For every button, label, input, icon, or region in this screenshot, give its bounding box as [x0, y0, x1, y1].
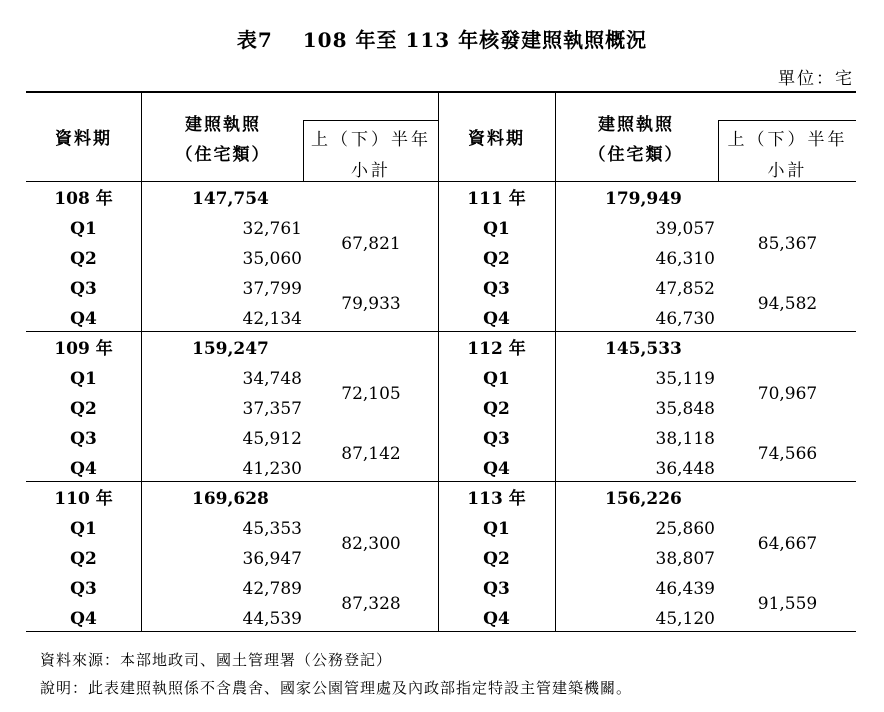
year-label: 109 年 [54, 339, 113, 359]
quarter-label: Q1 [70, 519, 97, 539]
quarter-value: 34,748 [242, 369, 302, 389]
half-year-subtotal: 87,328 [341, 594, 401, 614]
quarter-value: 32,761 [242, 219, 302, 239]
quarter-value: 45,353 [242, 519, 302, 539]
year-total: 145,533 [605, 339, 682, 359]
quarter-value: 38,807 [655, 549, 715, 569]
half-year-subtotal: 64,667 [757, 534, 818, 554]
column-header-subtotal: 小計 [767, 161, 808, 181]
quarter-value: 35,060 [242, 249, 302, 269]
year-total: 159,247 [192, 339, 269, 359]
quarter-label: Q3 [70, 279, 97, 299]
quarter-label: Q1 [483, 219, 510, 239]
quarter-value: 45,120 [655, 609, 715, 629]
table-title-text: 108 年至 113 年核發建照執照概況 [302, 28, 648, 52]
permit-table [26, 91, 856, 632]
quarter-label: Q2 [70, 549, 97, 569]
year-total: 156,226 [605, 489, 682, 509]
column-header-permit-type: （住宅類） [175, 145, 271, 165]
column-header-period: 資料期 [468, 129, 525, 149]
quarter-value: 46,310 [655, 249, 715, 269]
half-year-subtotal: 87,142 [341, 444, 401, 464]
table-bottom-rule [26, 631, 856, 632]
quarter-label: Q2 [483, 549, 510, 569]
column-header-permit-type: （住宅類） [588, 145, 684, 165]
block-separator [26, 481, 856, 482]
quarter-label: Q4 [483, 609, 510, 629]
quarter-label: Q1 [483, 519, 510, 539]
table-number: 表7 [236, 28, 273, 52]
half-year-header-rule [303, 120, 439, 121]
half-year-subtotal: 82,300 [341, 534, 401, 554]
table-top-rule [26, 91, 856, 93]
quarter-value: 42,789 [242, 579, 302, 599]
block-separator [26, 331, 856, 332]
quarter-value: 37,799 [242, 279, 302, 299]
column-header-permit: 建照執照 [598, 115, 674, 135]
quarter-label: Q2 [70, 399, 97, 419]
quarter-label: Q2 [483, 399, 510, 419]
quarter-label: Q1 [70, 219, 97, 239]
quarter-value: 46,439 [655, 579, 715, 599]
column-header-subtotal: 小計 [351, 161, 391, 181]
half-year-subtotal: 74,566 [757, 444, 818, 464]
column-header-half-year: 上（下）半年 [727, 130, 848, 150]
column-header-half-year: 上（下）半年 [311, 130, 431, 150]
quarter-label: Q3 [483, 279, 510, 299]
remark-note: 說明：此表建照執照係不含農舍、國家公園管理處及內政部指定特設主管建築機關。 [40, 679, 633, 697]
half-year-subtotal: 67,821 [341, 234, 401, 254]
column-header-period: 資料期 [55, 129, 112, 149]
quarter-label: Q4 [70, 459, 97, 479]
quarter-value: 44,539 [242, 609, 302, 629]
half-year-header-rule [718, 120, 856, 121]
unit-label: 單位：宅 [778, 69, 854, 89]
quarter-value: 42,134 [242, 309, 302, 329]
half-year-subtotal: 72,105 [341, 384, 401, 404]
quarter-label: Q4 [483, 309, 510, 329]
quarter-value: 35,848 [655, 399, 715, 419]
quarter-value: 36,448 [655, 459, 715, 479]
quarter-label: Q1 [483, 369, 510, 389]
quarter-label: Q4 [70, 609, 97, 629]
quarter-value: 47,852 [655, 279, 715, 299]
half-year-subtotal: 91,559 [757, 594, 818, 614]
year-label: 112 年 [467, 339, 526, 359]
half-year-subtotal: 70,967 [757, 384, 818, 404]
quarter-label: Q1 [70, 369, 97, 389]
quarter-value: 25,860 [655, 519, 715, 539]
quarter-value: 37,357 [242, 399, 302, 419]
quarter-value: 35,119 [655, 369, 715, 389]
page-title [0, 24, 884, 53]
quarter-label: Q3 [70, 579, 97, 599]
year-total: 169,628 [192, 489, 269, 509]
quarter-label: Q2 [483, 249, 510, 269]
quarter-label: Q3 [483, 429, 510, 449]
quarter-label: Q4 [70, 309, 97, 329]
header-bottom-rule [26, 181, 856, 182]
column-header-permit: 建照執照 [185, 115, 261, 135]
year-label: 108 年 [54, 189, 113, 209]
year-total: 147,754 [192, 189, 269, 209]
quarter-value: 46,730 [655, 309, 715, 329]
quarter-label: Q4 [483, 459, 510, 479]
year-label: 113 年 [467, 489, 526, 509]
quarter-label: Q2 [70, 249, 97, 269]
year-label: 111 年 [467, 189, 526, 209]
quarter-value: 38,118 [655, 429, 715, 449]
half-year-subtotal: 85,367 [757, 234, 818, 254]
year-label: 110 年 [54, 489, 113, 509]
half-year-subtotal: 79,933 [341, 294, 401, 314]
quarter-value: 39,057 [655, 219, 715, 239]
source-note: 資料來源：本部地政司、國土管理署（公務登記） [40, 651, 393, 669]
year-total: 179,949 [605, 189, 682, 209]
quarter-value: 36,947 [242, 549, 302, 569]
half-year-subtotal: 94,582 [757, 294, 818, 314]
quarter-label: Q3 [483, 579, 510, 599]
quarter-value: 45,912 [242, 429, 302, 449]
quarter-label: Q3 [70, 429, 97, 449]
quarter-value: 41,230 [242, 459, 302, 479]
